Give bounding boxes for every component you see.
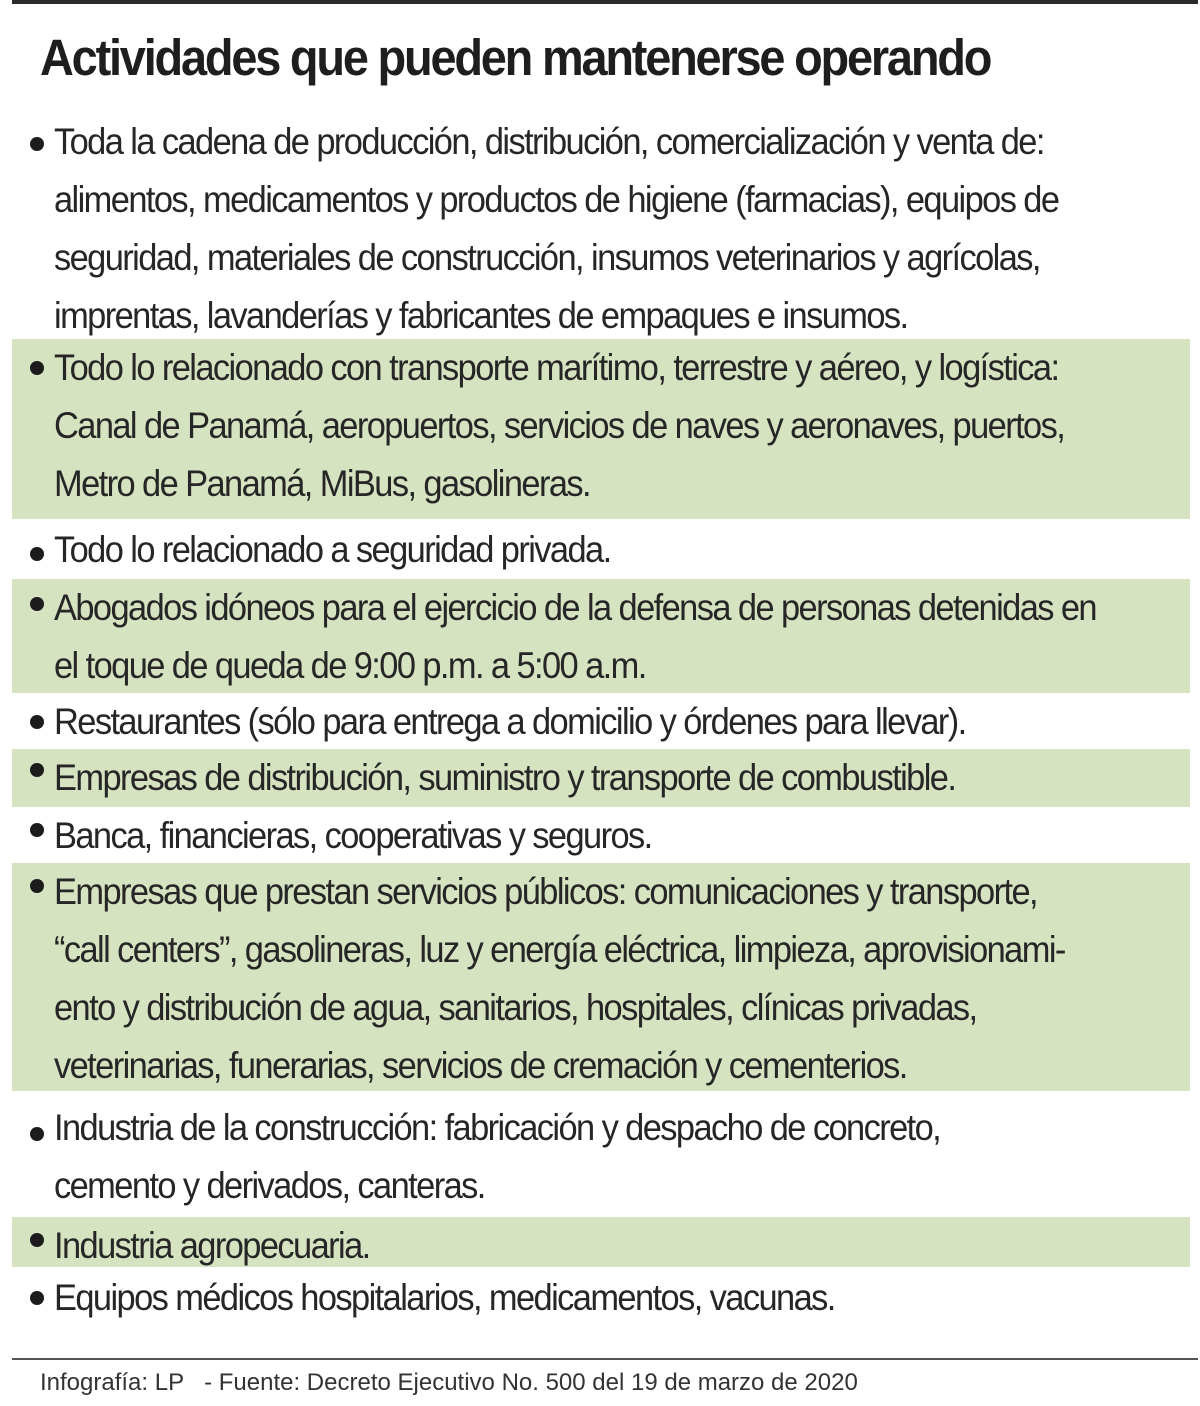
footer bbox=[40, 1368, 858, 1398]
list-item bbox=[12, 1217, 1190, 1267]
list-item bbox=[12, 863, 1190, 1091]
list-item-text: Equipos médicos hospitalarios, medicamentos, vacunas. bbox=[54, 1277, 835, 1318]
bullet-icon bbox=[30, 879, 44, 893]
list-item-text: Toda la cadena de producción, distribución, comercialización y venta de: alimentos, medicamentos y productos de higiene (farmacias), equipos de seguridad, materiales de construcción, insumos veterinarios y agrícolas, imprentas, lavanderías y fabricantes de empaques e insumos. bbox=[54, 121, 1059, 336]
bottom-rule bbox=[12, 1358, 1198, 1360]
list-item-text: Empresas que prestan servicios públicos: comunicaciones y transporte, “call centers”, gasolineras, luz y energía eléctrica, limpieza, aprovisionami- ento y distribución de agua, sanitarios, hospitales, clínicas privadas, veterinarias, funerarias, servicios de cremación y cementerios. bbox=[54, 871, 1065, 1086]
bullet-icon bbox=[30, 1291, 44, 1305]
list-item-text: Restaurantes (sólo para entrega a domicilio y órdenes para llevar). bbox=[54, 701, 966, 742]
bullet-icon bbox=[30, 715, 44, 729]
bullet-icon bbox=[30, 597, 44, 611]
bullet-icon bbox=[30, 1127, 44, 1141]
bullet-icon bbox=[30, 137, 44, 151]
list-item-text: Industria agropecuaria. bbox=[54, 1225, 370, 1266]
bullet-icon bbox=[30, 1233, 44, 1247]
list-item bbox=[12, 1269, 1190, 1329]
list-item bbox=[12, 749, 1190, 807]
list-item bbox=[12, 1099, 1190, 1221]
top-rule bbox=[12, 0, 1198, 4]
list-item bbox=[12, 113, 1190, 339]
footer-credit: Infografía: LP bbox=[40, 1369, 185, 1396]
list-item bbox=[12, 807, 1190, 863]
page-title: Actividades que pueden mantenerse operando bbox=[40, 29, 991, 86]
activities-list bbox=[12, 110, 1190, 1329]
bullet-icon bbox=[30, 763, 44, 777]
list-item bbox=[12, 579, 1190, 693]
list-item bbox=[12, 339, 1190, 519]
list-item-text: Todo lo relacionado a seguridad privada. bbox=[54, 529, 611, 570]
footer-source: - Fuente: Decreto Ejecutivo No. 500 del 19 de marzo de 2020 bbox=[204, 1369, 858, 1396]
bullet-icon bbox=[30, 547, 44, 561]
list-item-text: Todo lo relacionado con transporte marítimo, terrestre y aéreo, y logística: Canal de Panamá, aeropuertos, servicios de naves y aeronaves, puertos, Metro de Panamá, MiBus, gasolineras. bbox=[54, 347, 1065, 504]
list-item bbox=[12, 693, 1190, 749]
list-item-text: Industria de la construcción: fabricación y despacho de concreto, cemento y derivados, canteras. bbox=[54, 1107, 941, 1206]
bullet-icon bbox=[30, 361, 44, 375]
list-item bbox=[12, 521, 1190, 579]
list-item-text: Banca, financieras, cooperativas y seguros. bbox=[54, 815, 652, 856]
list-item-text: Empresas de distribución, suministro y transporte de combustible. bbox=[54, 757, 956, 798]
bullet-icon bbox=[30, 823, 44, 837]
list-item-text: Abogados idóneos para el ejercicio de la defensa de personas detenidas en el toque de queda de 9:00 p.m. a 5:00 a.m. bbox=[54, 587, 1096, 686]
